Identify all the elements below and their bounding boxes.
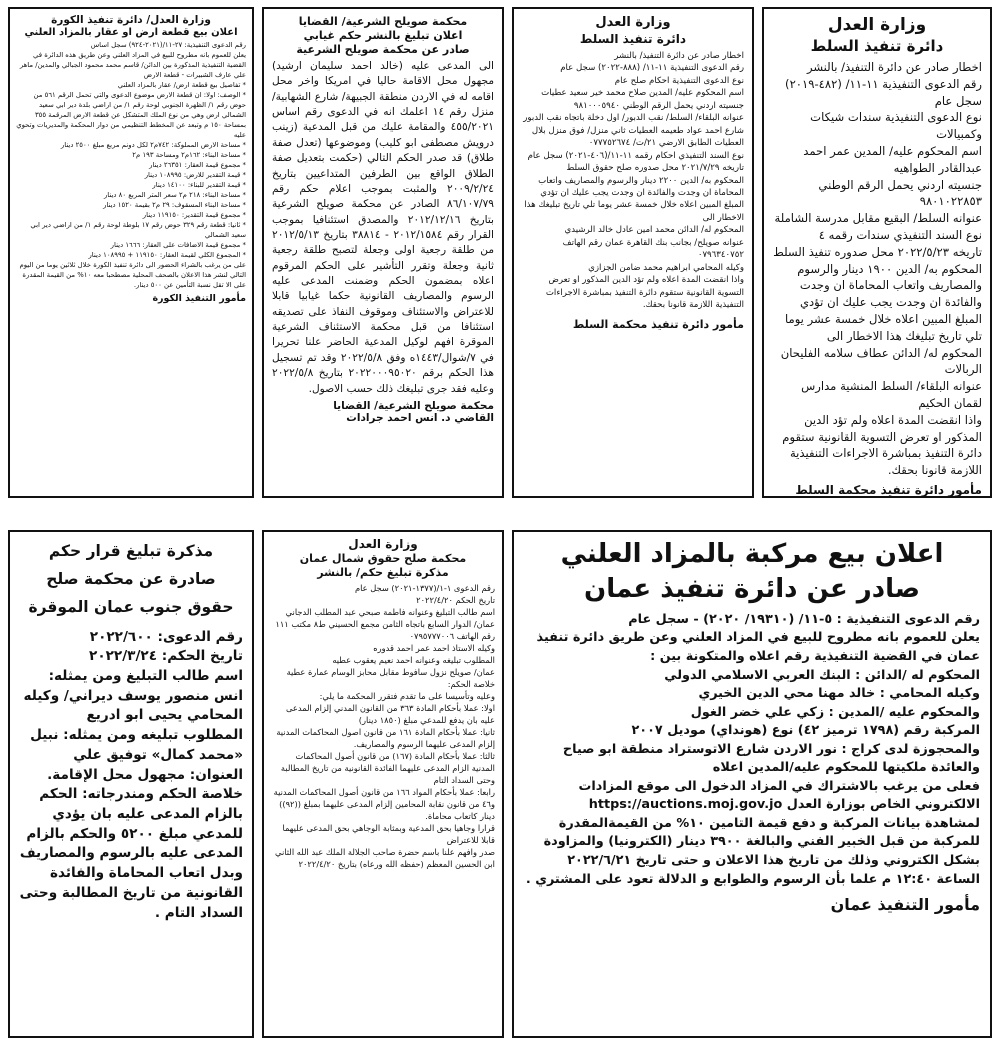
notice-signature: مأمور التنفيذ الكورة: [152, 293, 246, 304]
notice-line: ثالثا: عملا بأحكام المادة (١٦٧) من قانون أصول المحاكمات المدنية الزام المدعى عليهما الفائدة القانونية من تاريخ المطالبة وحتى السداد التام: [280, 751, 495, 786]
notice-line: يعلن للعموم بانه مطروح للبيع في المزاد العلني وعن طريق هذه الدائرة في القضية التنفيذية المذكورة بين الدائن/ قاسم محمد محمود الجبالي والمدين/ ماهر علي عارف الشبيرات - قطعة الارض: [19, 51, 246, 79]
notice-line: * مجموع قيمة التقدير: ١١٩١٥٠ دينار: [142, 211, 246, 219]
notice-koura-execution: [8, 7, 254, 498]
notice-line: اولا: عملا بأحكام المادة ٣٦٣ من القانون المدني إلزام المدعى عليه بان يدفع للمدعي مبلغ (١٨٥٠ دينار): [286, 703, 495, 726]
notice-line: * قيمة التقدير للبناء: ١٤١٠٠ دينار: [152, 181, 246, 189]
notice-sweileh-court: [262, 7, 504, 498]
notice-ministry: وزارة العدل: [595, 15, 671, 30]
notice-line: خلاصة الحكم:: [447, 679, 495, 690]
notice-salt-execution-1: [762, 7, 992, 498]
notice-line: * مساحة الارض المملوكة: ٧٤٢م٢ لكل دونم مربع مبلغ ٢٥٠٠ دينار: [60, 141, 246, 149]
notice-north-amman-court: [262, 530, 504, 1038]
notice-line: عنوانه البلقاء/ السلط/ نقب الدبور/ اول دخلة باتجاه نقب الدبور شارع احمد عواد طعيمه العطيات ثاني منزل/ فوق منزل بلال العطيات الطابق الارضي ٢١/ت/ ٠٧٧٧٥٢٦٧٤: [523, 113, 744, 149]
notice-body: الى المدعى عليه (خالد احمد سليمان ارشيد) مجهول محل الاقامة حاليا في امريكا واخر محل اقامه له في الاردن منطقة الجبيهة/ شارع الشهابية/ منزل رقم ١٤ اعلمك انه في الدعوى رقم اساس ٤٥٥/٢٠٢١ والمقامة عليك من قبل المدعية (زينب درويش مصطفى ابو كليب) وموضوعها (تعدل صفة طلاق) قد صدر الحكم التالي (حكمت بتعديل صفة الطلاق الواقع بين الطرفين المتداعيين بتاريخ ٢٠٠٩/٢/٢٤ والمثبت بموجب اعلام حكم رقم ٨٦/١٠٧/٧٩ الصادر عن محكمة صويلح الشرعية بتاريخ ٢٠١٢/١٢/١٦ والمصدق استئنافيا بموجب القرار رقم ٢٠١٢/١٥٨٤ - ٣٨٨١٤ بتاريخ ٢٠١٢/٥/١٣ من طلقة رجعية اولى وجعلة لتصبح طلقة رجعية ثانية وجعلة وتقرر التأشير على الحكم المرقوم اعلاه بمضمون الحكم وضمنت المدعى عليه الرسوم والمصاريف القانونية حكما غيابيا قابلا للاعتراض والاستئناف وموقوف النفاذ على تصديقه استئنافا من قبل محكمة الاستئناف الشرعية الموقرة افهم لوكيل المدعية الحاضر علنا تحريرا في ٧/شوال/١٤٤٣ه وفق ٢٠٢٢/٥/٨ وقد تم تسجيل هذا الحكم برقم ٢٠٢٢٠٠٠٩٥٠٢٠ بتاريخ ٢٠٢٢/٥/٨ وعليه فقد جرى تبليغك ذلك حسب الاصول.: [272, 60, 495, 395]
notice-line: سجل عام: [934, 93, 982, 108]
notice-title: اعلان بيع قطعة ارض او عقار بالمزاد العلني: [24, 27, 238, 38]
notice-line: عنوانه السلط/ البقيع مقابل مدرسة الشاملة: [774, 211, 982, 226]
notice-line: وعليه وتأسيسا على ما تقدم فتقرر المحكمة ما يلي:: [319, 691, 495, 702]
notice-verdict-date: تاريخ الحكم: ٢٠٢٢/٣/٢٤: [89, 648, 243, 665]
notice-line: جنسيته اردني يحمل الرقم الوطني ٩٨١٠٠٠٥٩٤٠: [573, 100, 744, 111]
notice-line: نوع السند التنفيذي احكام رقمه ١١-١١/(٤٠٦-٢٠٢١) سجل عام: [527, 150, 744, 161]
notice-line: * مساحة البناء المسقوف: ٢٩ م٢ بقيمة ١٥٢٠ دينار: [103, 201, 246, 209]
notice-line: قرارا وجاهيا بحق المدعية وبمثابة الوجاهي بحق المدعى عليهما قابلا للاعتراض: [282, 823, 495, 846]
notice-issuer: صادر عن محكمة صويلح الشرعية: [296, 43, 470, 56]
notice-south-amman-court: [8, 530, 254, 1038]
notice-type: اعلان تبليغ بالنشر حكم غيابي: [303, 29, 463, 42]
notice-line: * مجموع قيمة العقار: ٢٦٣٥١ دينار: [149, 161, 246, 169]
notice-line: جنسيته اردني يحمل الرقم الوطني ٩٨٠١٠٢٢٨٥٣: [818, 177, 982, 209]
notice-line: اسم المحكوم عليه/ المدين عمر احمد عبدالقادر الطواهيه: [803, 143, 982, 175]
notice-department: دائرة تنفيذ السلط: [579, 32, 687, 46]
notice-requester: اسم طالب التبليغ ومن يمثله: انس منصور يوسف ديراني/ وكيله المحامي يحيى ابو ادريع: [23, 668, 243, 724]
notice-garage: والمحجوزة لدى كراج : نور الاردن شارع الاتوستراد منطقة ابو صياح والعائدة ملكيتها للمحكوم عليه/المدين اعلاه: [562, 741, 980, 776]
notice-recipient: المطلوب تبليغه ومن يمثله: نبيل «محمد كمال» توفيق علي: [30, 727, 243, 763]
notice-address: العنوان: مجهول محل الإقامة.: [47, 766, 243, 783]
notice-court: محكمة صويلح الشرعية/ القضايا: [298, 15, 468, 28]
notice-line: نوع السند التنفيذي سندات رقمه ٤: [818, 227, 982, 242]
notice-type: مذكرة تبليغ قرار حكم: [48, 542, 214, 560]
notice-line: * مساحة البناء: ٢١٨ م٢ سعر المتر المربع ٨٠ دينار: [103, 191, 246, 199]
notice-department: دائرة تنفيذ السلط: [810, 37, 944, 55]
notice-line: المحكوم له/ الدائن محمد امين عادل خالد الرشيدي: [564, 225, 744, 236]
notice-ministry: وزارة العدل/ دائرة تنفيذ الكورة: [51, 14, 211, 26]
notice-auction-site: فعلى من يرغب بالاشتراك في المزاد الدخول الى موقع المزادات الالكتروني الخاص بوزارة العدل https://auctions.moj.gov.jo: [578, 778, 980, 813]
notice-signature: محكمة صويلح الشرعية/ القضايا: [333, 399, 494, 412]
notice-line: نوع الدعوى التنفيذية احكام صلح عام: [614, 75, 744, 86]
notice-ministry: وزارة العدل: [348, 537, 418, 551]
notice-type: مذكرة تبليغ حكم/ بالنشر: [317, 566, 449, 579]
notice-line: اسم المحكوم عليه/ المدين صلاح محمد خير سعيد عطيات: [541, 88, 744, 99]
notice-line: تاريخ الحكم ٢٠٢٢/٤/٢٠: [416, 595, 495, 606]
notice-creditor: المحكوم له /الدائن : البنك العربي الاسلامي الدولي: [664, 667, 980, 683]
notice-line: على من يرغب بالشراء الحضور الى دائرة تنفيذ الكورة خلال ثلاثين يوما من اليوم التالي لنشر هذا الاعلان بالصحف المحلية مصطحبا معه ١٠% من القيمة المقدرة على الا تقل نسبة التأمين عن ٥٠٠ دينار.: [19, 261, 246, 289]
notice-line: واذا انقضت المدة اعلاه ولم تؤد الدين المذكور او تعرض التسوية القانونية ستقوم دائرة التنفيذ بمباشرة الاجراءات التنفيذية اللازمة قانونا بحقك.: [782, 412, 982, 478]
notice-issuer: صادرة عن محكمة صلح: [46, 569, 216, 588]
notice-line: رقم الدعوى ١-١/(١٣٧٧-٢٠٢١) سجل عام: [354, 583, 495, 593]
notice-line: * الوصف: اولا: ان قطعة الارض موضوع الدعوى والتي تحمل الرقم ٥٦١ من حوض رقم ١/ الظهرة الجنوبي لوحة رقم ١/ من اراضي بلدة دير ابي سعيد الشمالي ارض وهي من نوع الملك المتشكل عن قطعة الارض المرقمة ٣٥٥ بمساحة ١٥٠ م وتبعد عن المخطط التنظيمي من دوار المحكمة والمديريات وتحوي عليه: [16, 91, 246, 139]
notice-line: ثانيا: عملا بأحكام المادة ١٦١ من قانون اصول المحاكمات المدنية إلزام المدعى عليهما الرسوم والمصاريف.: [276, 727, 495, 750]
notice-judge: القاضي د. انس احمد جرادات: [346, 411, 494, 424]
notice-line: رابعا: عملا بأحكام المواد ١٦٦ من قانون أصول المحاكمات المدنية و٤٦ من قانون نقابة المحامين إلزام المدعى عليهما بمبلغ ((٩٢)) دينار كاتعاب محاماة.: [273, 787, 495, 822]
notice-vehicle-auction: [512, 530, 992, 1038]
notice-line: وكيله المحامي ابراهيم محمد ضامن الجزازي: [588, 262, 744, 273]
notice-line: * مساحة البناء: ١٦٢م٢ ومساحة ١٩٣ م٢: [132, 151, 246, 159]
notice-title: اعلان بيع مركبة بالمزاد العلني: [560, 539, 944, 569]
notice-debtor: والمحكوم عليه /المدين : زكي علي خضر الغول: [690, 704, 980, 720]
notice-line: المطلوب تبليغه وعنوانه احمد نعيم يعقوب عطيه: [332, 655, 495, 666]
notice-line: تاريخه ٢٠٢٢/٥/٢٣ محل صدوره تنفيذ السلط: [773, 244, 982, 259]
notice-lawyer: وكيله المحامي : خالد مهنا محي الدين الخيري: [698, 686, 980, 702]
notice-issuer: صادر عن دائرة تنفيذ عمان: [584, 573, 920, 604]
notice-line: اخطار صادر عن دائرة التنفيذ/ بالنشر: [806, 60, 982, 74]
notice-line: المحكوم به/ الدين ١٩٠٠ دينار والرسوم والمصاريف واتعاب المحاماة ان وجدت والفائدة ان وجدت يجب عليك ان تؤدي المبلغ المبين اعلاه خلال خمسة عشر يوما تلي تاريخ تبليغك هذا الاخطار الى: [784, 261, 982, 343]
notice-line: * المجموع الكلي لقيمة العقار: ١١٩١٥٠ + ١٠٨٩٩٥ دينار: [88, 251, 246, 259]
notice-line: المحكوم له/ الدائن عطاف سلامه الفليحان الربالات: [780, 345, 982, 377]
notice-terms: لمشاهدة بيانات المركبة و دفع قيمة التامين ١٠% من القيمةالمقدرة للمركبة من قبل الخبير الفني والبالغة ٣٩٠٠ دينار (الكترونيا) والمزاودة بشكل الكتروني وذلك من تاريخ هذا الاعلان و حتى تاريخ ٢٠٢٢/٦/٢١ الساعة ١٢:٤٠ م علما بأن الرسوم والطوابع و الدلالة تعود على المشتري .: [525, 815, 980, 887]
notice-line: * ثانيا: قطعة رقم ٣٢٩ حوض رقم ١٧ بلوطة لوحة رقم ١/ من اراضي دير ابي سعيد الشمالي: [30, 221, 246, 239]
notice-line: يعلن للعموم بانه مطروح للبيع في المزاد العلني وعن طريق دائرة تنفيذ عمان في القضية التنفيذية رقم اعلاه والمتكونة بين :: [536, 630, 980, 664]
notice-court: محكمة صلح حقوق شمال عمان: [299, 552, 467, 565]
notice-signature: مأمور التنفيذ عمان: [830, 895, 980, 915]
notice-line: صدر وافهم علنا باسم حضرة صاحب الجلالة الملك عبد الله الثاني ابن الحسين المعظم (حفظه الله ورعاه) بتاريخ ٢٠٢٢/٤/٢٠: [275, 847, 495, 870]
notice-line: نوع الدعوى التنفيذية سندات شيكات وكمبيالات: [810, 110, 982, 142]
notice-salt-execution-2: [512, 7, 754, 498]
notice-court: حقوق جنوب عمان الموقرة: [28, 597, 234, 616]
notice-line: وكيله الاستاذ احمد عمر احمد قدوره: [373, 643, 495, 654]
notice-case-number: رقم الدعوى: ٢٠٢٢/٦٠٠: [89, 628, 243, 645]
notice-vehicle: المركبة رقم (١٧٩٨ ترميز ٤٢) نوع (هونداي) موديل ٢٠٠٧: [631, 723, 980, 739]
notice-line: * قيمة التقدير للارض: ١٠٨٩٩٥ دينار: [144, 171, 246, 179]
notice-line: عمان/ صويلح نزول سافوط مقابل محابز الوسام عمارة عطية: [286, 667, 495, 678]
notice-line: عنوانه البلقاء/ السلط المنشية مدارس لقمان الحكيم: [801, 379, 982, 410]
notice-case-number: رقم الدعوى التنفيذية : ٥-١١/ (١٩٣١٠/ ٢٠٢٠) - سجل عام: [628, 611, 980, 627]
notice-line: اسم طالب التبليغ وعنوانه فاطمة صبحي عبد المطلب الدجاني: [285, 607, 495, 618]
notice-line: عمان/ الدوار السابع باتجاه الثامن مجمع الحسيني ط٨ مكتب ١١١ رقم الهاتف ٠٧٩٥٧٧٧٠٠٦: [275, 619, 495, 642]
notice-line: رقم الدعوى التنفيذية ١١-١١/ (٤٨٢-٢٠١٩): [785, 76, 982, 91]
notice-line: واذا انقضت المدة اعلاه ولم تؤد الدين المذكور او تعرض التسوية القانونية ستقوم دائرة التنفيذ بمباشرة الاجراءات التنفيذية اللازمة قانونا بحقك.: [545, 275, 744, 311]
notice-line: اخطار صادر عن دائرة التنفيذ/ بالنشر: [614, 51, 744, 61]
notice-line: تاريخه ٢٠٢١/٧/٢٩ محل صدوره صلح حقوق السلط: [566, 163, 744, 174]
notice-line: * مجموع قيمة الاضافات على العقار: ١٦٦٦ دينار: [110, 241, 246, 249]
notice-line: عنوانه صويلح/ بجانب بنك القاهرة عمان رقم الهاتف ٠٧٩٦٣٤٠٧٥٢: [562, 237, 744, 261]
notice-line: رقم الدعوى التنفيذية ١١-١١/ (٨٨٨-٢٠٢٢) سجل عام: [560, 63, 744, 74]
notice-ministry: وزارة العدل: [827, 15, 927, 35]
notice-line: رقم الدعوى التنفيذية: ٢٧-١١/(٢٠٢١-٩٢٤) سجل اساس: [90, 41, 246, 49]
notice-verdict-summary: خلاصة الحكم ومندرجاته: الحكم بالزام المدعى عليه بان يؤدي للمدعي مبلغ ٥٢٠٠ والحكم بالزام المدعى عليه بالرسوم والمصاريف وبدل اتعاب المحاماة والفائدة القانونية من تاريخ المطالبة وحتى السداد التام .: [19, 786, 243, 921]
notice-signature: مأمور دائرة تنفيذ محكمة السلط: [795, 482, 982, 497]
notice-signature: مأمور دائرة تنفيذ محكمة السلط: [572, 317, 744, 331]
notice-line: * تفاصيل بيع قطعة ارض/ عقار بالمزاد العلني: [117, 81, 246, 89]
notice-line: المحكوم به/ الدين ٢٢٠٠ دينار والرسوم والمصاريف واتعاب المحاماة ان وجدت والفائدة ان وجدت يجب عليك ان تؤدي المبلغ المبين اعلاه خلال خمسة عشر يوما تلي تاريخ تبليغك هذا الاخطار الى: [524, 175, 744, 223]
